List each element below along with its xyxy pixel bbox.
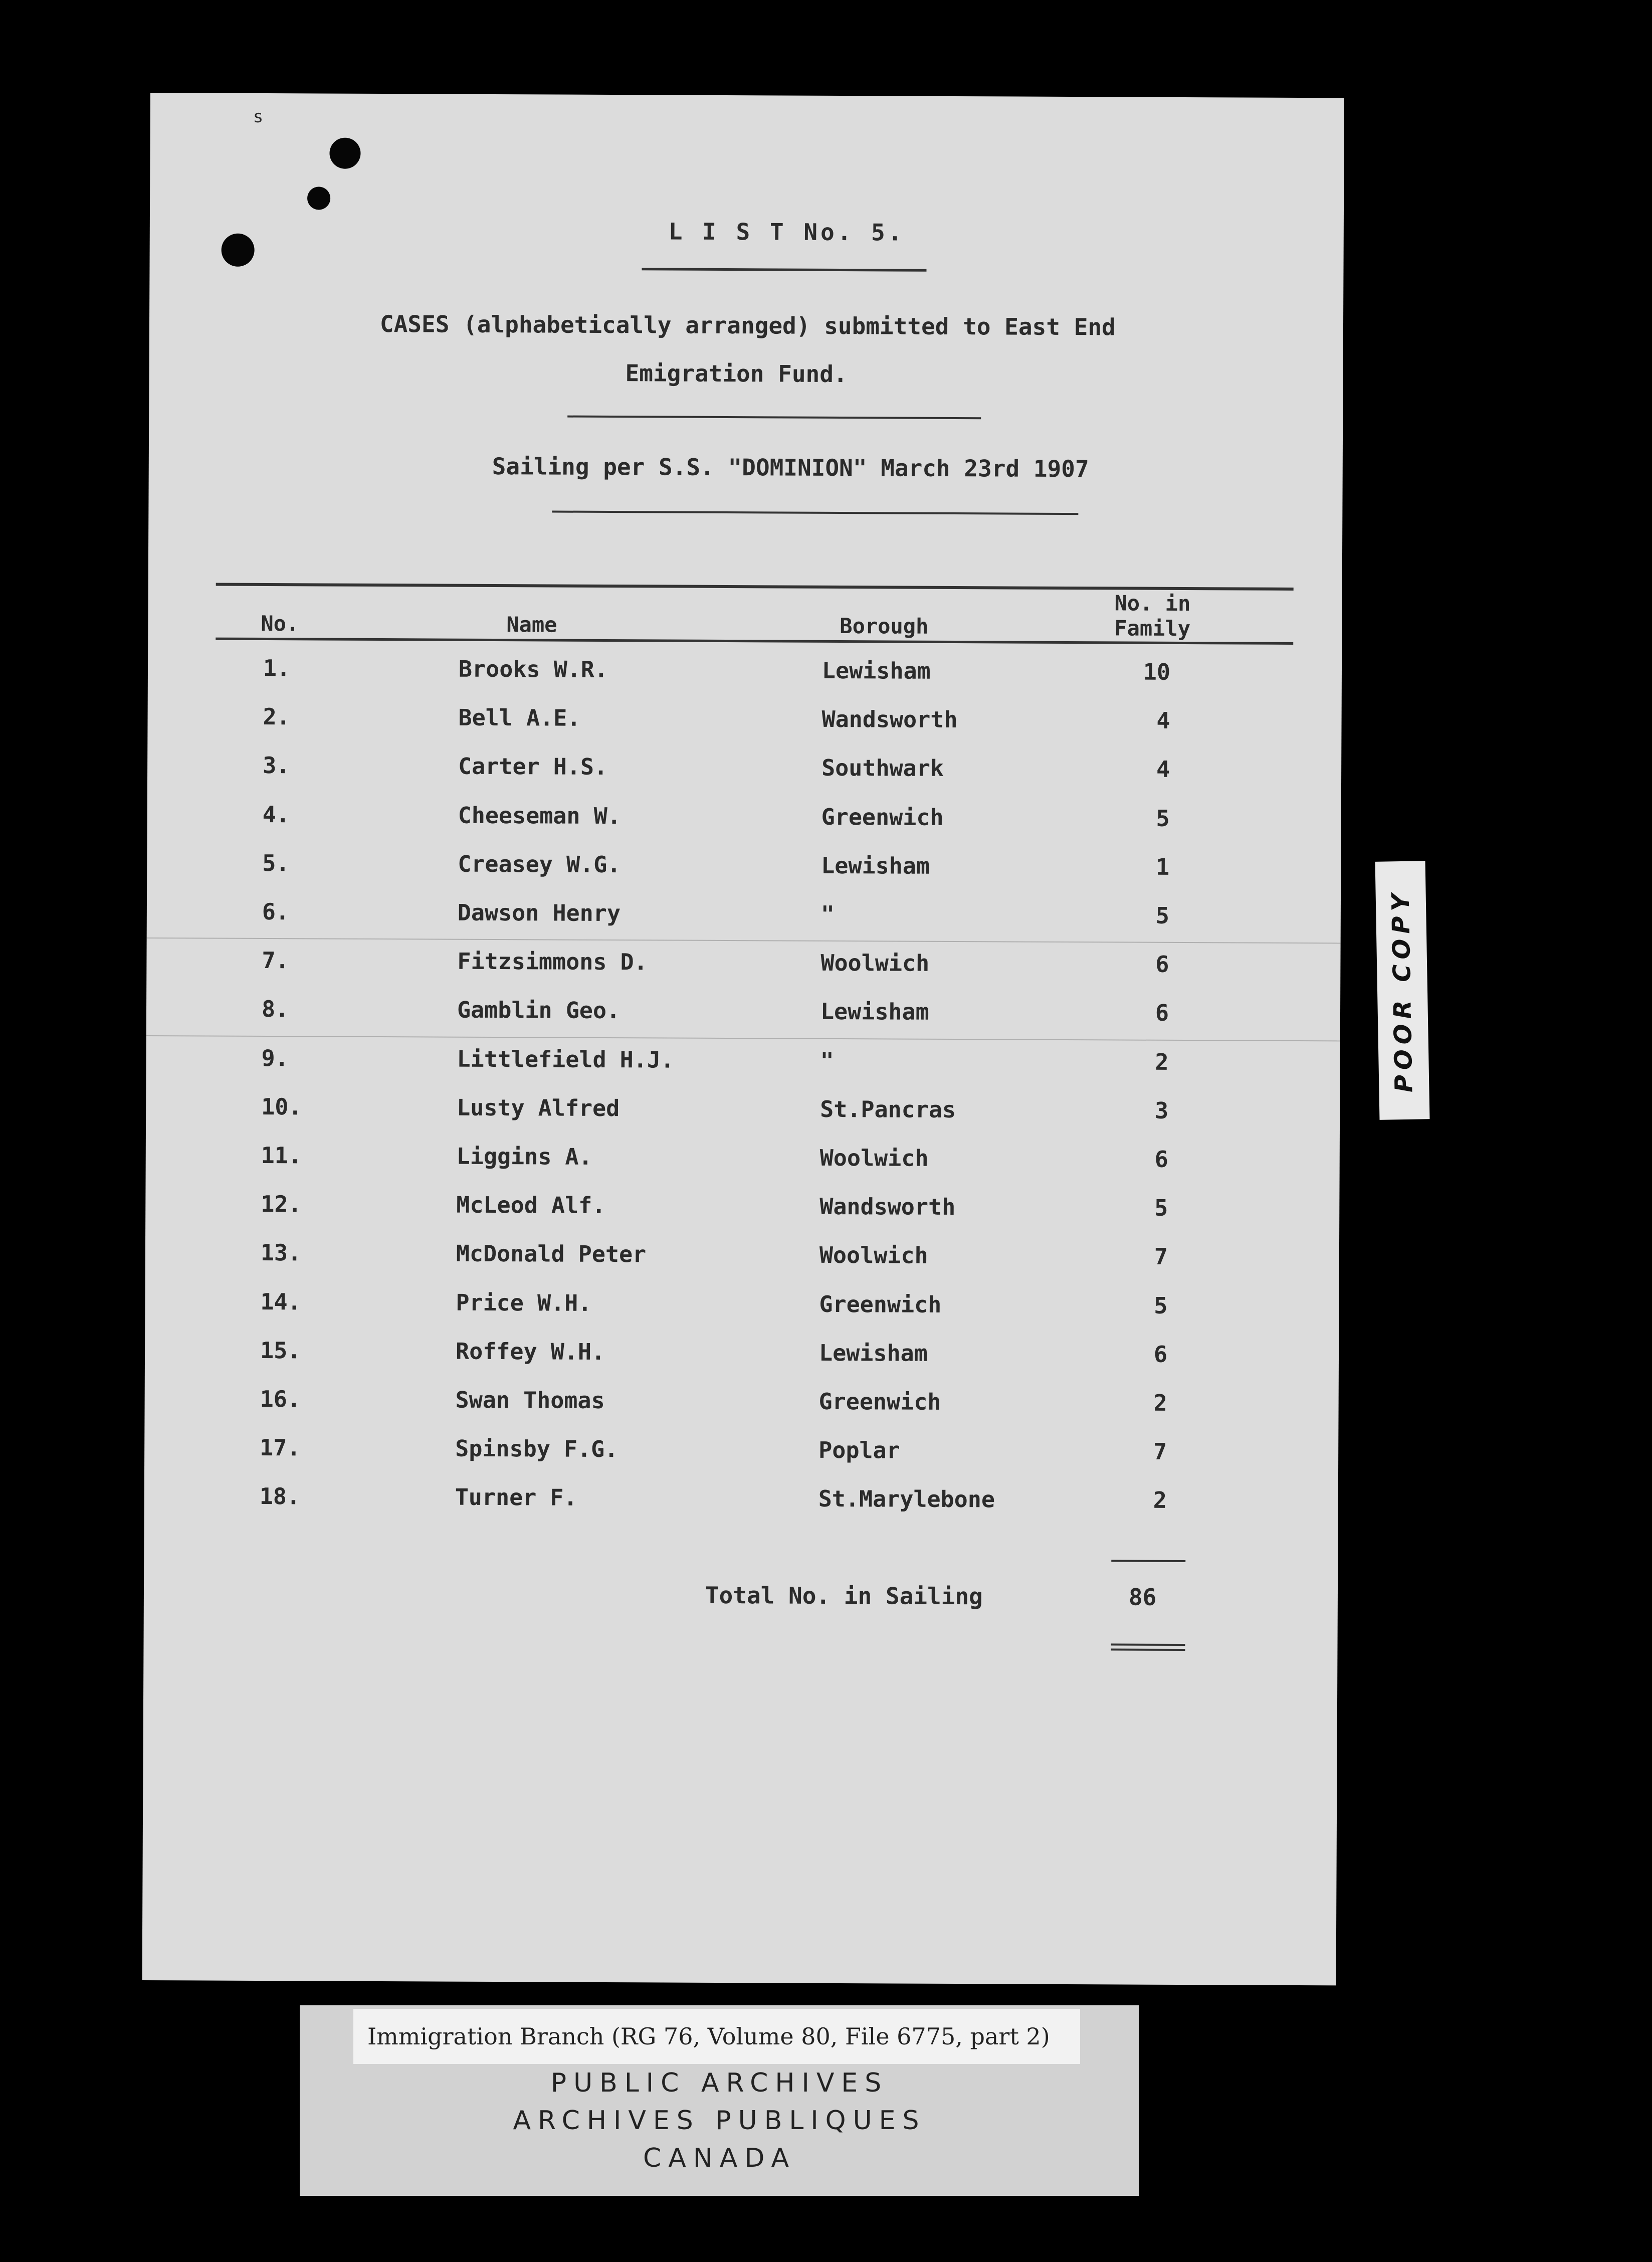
fold-line bbox=[146, 1035, 1340, 1041]
row-number: 18. bbox=[259, 1483, 301, 1510]
punch-hole bbox=[307, 186, 330, 210]
row-name: McLeod Alf. bbox=[456, 1191, 606, 1219]
row-family-count: 2 bbox=[1155, 1048, 1169, 1075]
row-number: 1. bbox=[263, 654, 291, 682]
row-borough: " bbox=[820, 900, 835, 927]
column-header-no: No. bbox=[261, 611, 299, 636]
poor-copy-text: POOR COPY bbox=[1386, 888, 1418, 1093]
row-name: McDonald Peter bbox=[456, 1240, 647, 1268]
row-number: 17. bbox=[260, 1434, 301, 1461]
poor-copy-stamp bbox=[1375, 861, 1430, 1120]
row-number: 2. bbox=[263, 703, 290, 730]
total-label: Total No. in Sailing bbox=[705, 1581, 983, 1610]
row-family-count: 7 bbox=[1153, 1438, 1167, 1465]
row-number: 15. bbox=[260, 1337, 301, 1364]
row-borough: Greenwich bbox=[819, 1290, 942, 1318]
row-borough: St.Pancras bbox=[820, 1095, 956, 1123]
row-borough: Southwark bbox=[821, 755, 944, 782]
total-double-rule bbox=[1111, 1643, 1185, 1646]
title-underline bbox=[642, 268, 926, 271]
punch-hole bbox=[221, 234, 254, 267]
row-borough: Wandsworth bbox=[819, 1193, 956, 1221]
row-name: Dawson Henry bbox=[457, 899, 621, 927]
row-borough: Lewisham bbox=[820, 998, 929, 1026]
row-borough: Woolwich bbox=[820, 950, 930, 977]
sailing-line: Sailing per S.S. "DOMINION" March 23rd 1907 bbox=[492, 452, 1089, 483]
row-family-count: 4 bbox=[1156, 707, 1170, 734]
row-borough: St.Marylebone bbox=[818, 1485, 995, 1513]
list-title: L I S T No. 5. bbox=[668, 218, 905, 246]
row-borough: Lewisham bbox=[821, 852, 930, 879]
row-name: Bell A.E. bbox=[458, 704, 581, 731]
row-name: Fitzsimmons D. bbox=[457, 948, 648, 976]
row-name: Brooks W.R. bbox=[458, 655, 608, 683]
row-family-count: 5 bbox=[1154, 1292, 1168, 1319]
row-number: 16. bbox=[260, 1385, 301, 1413]
row-name: Gamblin Geo. bbox=[457, 997, 621, 1024]
row-borough: " bbox=[820, 1047, 834, 1074]
row-number: 10. bbox=[261, 1093, 302, 1120]
column-header-family: No. in bbox=[1114, 591, 1191, 616]
row-number: 8. bbox=[261, 996, 289, 1023]
row-number: 4. bbox=[262, 801, 290, 828]
row-borough: Lewisham bbox=[821, 657, 931, 684]
row-name: Liggins A. bbox=[456, 1143, 592, 1170]
row-borough: Woolwich bbox=[819, 1242, 928, 1269]
row-name: Littlefield H.J. bbox=[457, 1045, 675, 1073]
row-name: Price W.H. bbox=[456, 1289, 592, 1316]
row-family-count: 1 bbox=[1156, 853, 1170, 880]
row-family-count: 5 bbox=[1155, 902, 1169, 929]
total-value: 86 bbox=[1128, 1583, 1157, 1611]
row-family-count: 6 bbox=[1155, 1000, 1169, 1027]
row-borough: Woolwich bbox=[819, 1144, 929, 1172]
row-family-count: 5 bbox=[1154, 1194, 1168, 1222]
punch-hole bbox=[329, 138, 360, 169]
column-header-borough: Borough bbox=[840, 614, 929, 639]
archive-line-1: PUBLIC ARCHIVES bbox=[550, 2068, 889, 2098]
row-borough: Poplar bbox=[818, 1437, 900, 1464]
archive-reference: Immigration Branch (RG 76, Volume 80, File 6775, part 2) bbox=[353, 2009, 1080, 2064]
column-header-name: Name bbox=[506, 612, 557, 637]
row-name: Swan Thomas bbox=[455, 1386, 605, 1414]
row-family-count: 7 bbox=[1154, 1243, 1168, 1270]
row-family-count: 6 bbox=[1154, 1146, 1168, 1173]
row-borough: Lewisham bbox=[818, 1339, 928, 1367]
row-number: 6. bbox=[262, 898, 290, 925]
row-number: 14. bbox=[260, 1288, 301, 1315]
row-borough: Wandsworth bbox=[821, 706, 958, 733]
row-family-count: 2 bbox=[1153, 1389, 1167, 1416]
row-borough: Greenwich bbox=[821, 803, 944, 831]
table-top-rule bbox=[216, 583, 1294, 591]
row-family-count: 6 bbox=[1153, 1341, 1168, 1368]
row-name: Roffey W.H. bbox=[455, 1338, 605, 1365]
row-number: 12. bbox=[261, 1191, 302, 1218]
page-mark: s bbox=[253, 106, 264, 127]
row-number: 7. bbox=[262, 947, 289, 974]
row-number: 3. bbox=[263, 752, 290, 779]
row-name: Creasey W.G. bbox=[458, 850, 621, 878]
row-name: Turner F. bbox=[455, 1484, 577, 1512]
heading-underline bbox=[567, 416, 981, 420]
row-number: 11. bbox=[261, 1142, 302, 1169]
archive-line-2: ARCHIVES PUBLIQUES bbox=[513, 2106, 926, 2136]
row-family-count: 3 bbox=[1154, 1097, 1169, 1124]
column-header-family: Family bbox=[1114, 616, 1191, 641]
row-number: 9. bbox=[261, 1044, 289, 1071]
fold-line bbox=[147, 937, 1341, 944]
heading-line-1: CASES (alphabetically arranged) submitted to East End bbox=[379, 310, 1116, 341]
total-double-rule bbox=[1111, 1648, 1185, 1651]
row-number: 13. bbox=[260, 1239, 302, 1266]
row-name: Lusty Alfred bbox=[457, 1094, 620, 1121]
row-family-count: 5 bbox=[1156, 805, 1170, 832]
sailing-underline bbox=[552, 511, 1078, 515]
archive-line-3: CANADA bbox=[643, 2143, 796, 2173]
row-family-count: 4 bbox=[1156, 756, 1170, 783]
row-name: Spinsby F.G. bbox=[455, 1435, 618, 1463]
row-borough: Greenwich bbox=[818, 1388, 941, 1415]
row-family-count: 2 bbox=[1153, 1487, 1167, 1514]
total-rule bbox=[1111, 1560, 1185, 1562]
row-family-count: 10 bbox=[1143, 658, 1171, 685]
heading-line-2: Emigration Fund. bbox=[625, 359, 848, 388]
document-page bbox=[142, 93, 1344, 1985]
row-family-count: 6 bbox=[1155, 951, 1169, 978]
row-number: 5. bbox=[262, 849, 290, 877]
row-name: Carter H.S. bbox=[458, 753, 608, 781]
row-name: Cheeseman W. bbox=[458, 802, 621, 829]
